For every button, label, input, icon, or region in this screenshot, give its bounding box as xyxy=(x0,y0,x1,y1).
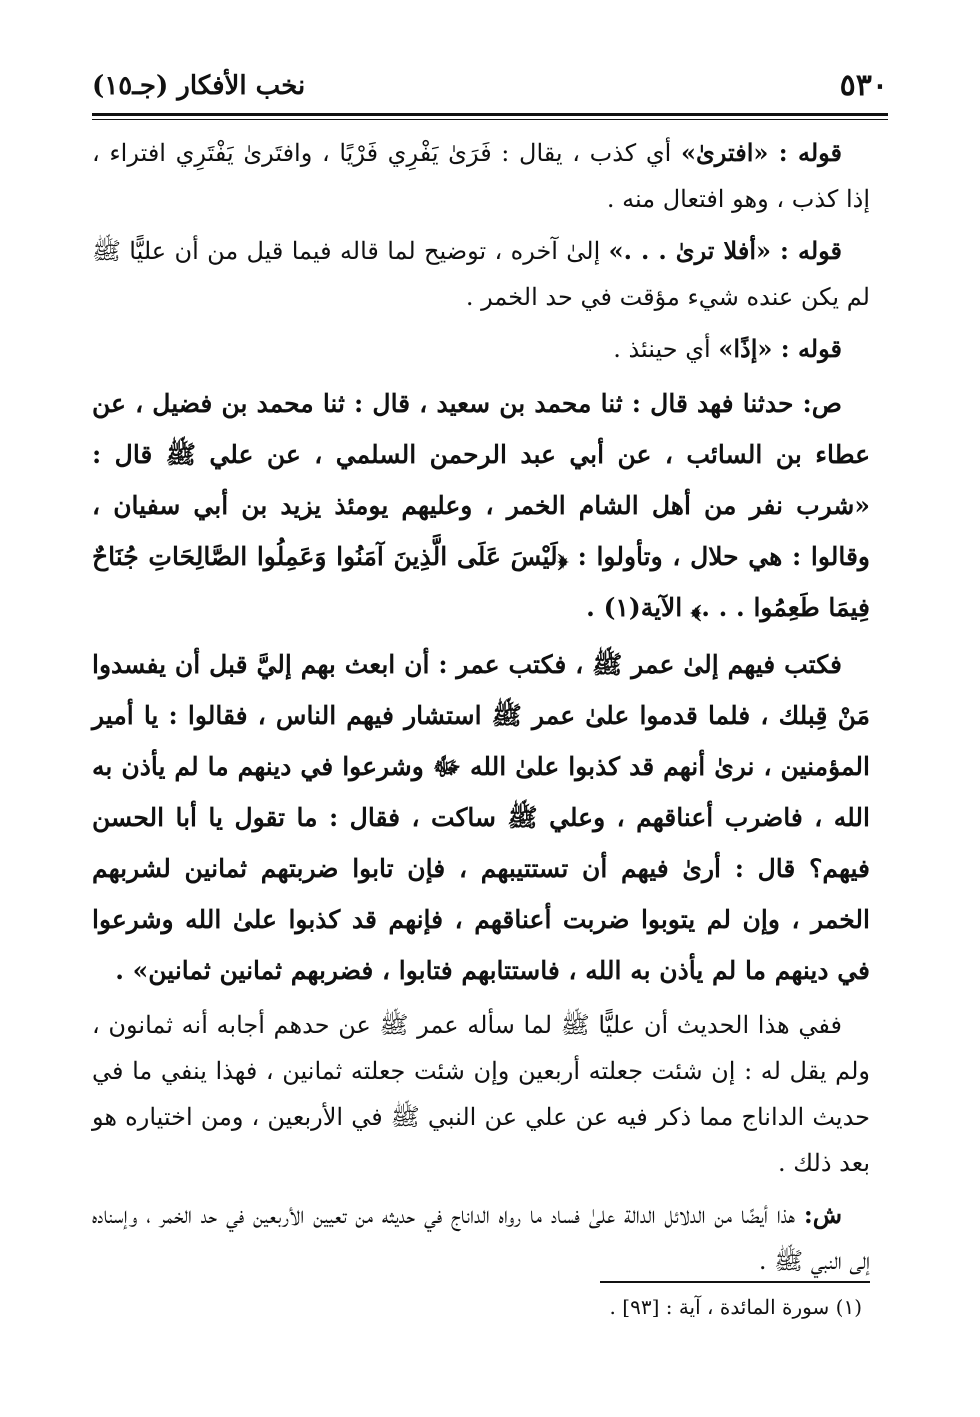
paragraph-text: ففي هذا الحديث أن عليًّا ﷺ لما سأله عمر ﷺ عن حدهم أجابه أنه ثمانون ، ولم يقل له : إن شئت جعلته أربعين وإن شئت جعلته ثمانين ، فهذا ينفي ما في حديث الداناج مما ذكر فيه عن علي عن النبي ﷺ في الأربعين ، ومن اختياره هو بعد ذلك . xyxy=(92,1011,870,1177)
footnote-separator xyxy=(600,1281,870,1283)
paragraph-text: هذا أيضًا من الدلائل الدالة علىٰ فساد ما رواه الداناج في حديثه من تعيين الأربعين في حد الخمر ، وإسناده إلى النبي ﷺ . xyxy=(92,1201,870,1275)
paragraph-lead: ش: xyxy=(803,1200,842,1229)
paragraph-text: حدثنا فهد قال : ثنا محمد بن سعيد ، قال : ثنا محمد بن فضيل ، عن عطاء بن السائب ، عن أبي عبد الرحمن السلمي ، عن علي ﷺ قال : «شرب نفر من أهل الشام الخمر ، وعليهم يومئذ يزيد بن أبي سفيان ، وقالوا : هي حلال ، وتأولوا : ﴿لَيْسَ عَلَى الَّذِينَ آمَنُوا وَعَمِلُوا الصَّالِحَاتِ جُنَاحٌ فِيمَا طَعِمُوا . . .﴾ الآية(١) . xyxy=(92,389,870,622)
hadith-paragraph xyxy=(92,639,870,996)
paragraph-text: إلىٰ آخره ، توضيح لما قاله فيما قيل من أن عليًّا ﷺ لم يكن عنده شيء مؤقت في حد الخمر . xyxy=(92,237,870,311)
commentary-paragraph xyxy=(92,1002,870,1186)
page-body xyxy=(92,130,870,1290)
commentary-paragraph xyxy=(92,228,870,320)
header-rule-thick xyxy=(92,113,888,116)
paragraph-lead: ص: xyxy=(802,389,842,418)
paragraph-lead: قوله : «افترىٰ» xyxy=(680,138,842,167)
page-number: ٥٣٠ xyxy=(839,68,888,103)
commentary-paragraph xyxy=(92,326,870,372)
paragraph-lead: قوله : «إذًا» xyxy=(718,334,842,363)
running-title: نخب الأفكار (جـ١٥) xyxy=(92,71,306,101)
paragraph-text: أي كذب ، يقال : فَرَىٰ يَفْرِي فَرْيًا ، وافتَرىٰ يَفْتَرِي افتراء ، إذا كذب ، وهو افتعال منه . xyxy=(92,139,870,213)
commentary-paragraph xyxy=(92,1192,870,1284)
page-header xyxy=(92,66,888,106)
paragraph-text: فكتب فيهم إلىٰ عمر ﷺ ، فكتب عمر : أن ابعث بهم إليَّ قبل أن يفسدوا مَنْ قِبلك ، فلما قدموا علىٰ عمر ﷺ استشار فيهم الناس ، فقالوا : يا أمير المؤمنين ، نرىٰ أنهم قد كذبوا علىٰ الله ﷻ وشرعوا في دينهم ما لم يأذن به الله ، فاضرب أعناقهم ، وعلي ﷺ ساكت ، فقال : ما تقول يا أبا الحسن فيهم؟ قال : أرىٰ فيهم أن تستتيبهم ، فإن تابوا ضربتهم ثمانين لشربهم الخمر ، وإن لم يتوبوا ضربت أعناقهم ، فإنهم قد كذبوا علىٰ الله وشرعوا في دينهم ما لم يأذن به الله ، فاستتابهم فتابوا ، فضربهم ثمانين ثمانين» . xyxy=(92,650,870,985)
header-rule-thin xyxy=(92,119,888,120)
footnote: (١) سورة المائدة ، آية : [٩٣] . xyxy=(609,1295,862,1319)
hadith-paragraph xyxy=(92,378,870,633)
commentary-paragraph xyxy=(92,130,870,222)
paragraph-lead: قوله : «أفلا ترىٰ . . .» xyxy=(608,236,843,265)
paragraph-text: أي حينئذ . xyxy=(613,335,719,363)
